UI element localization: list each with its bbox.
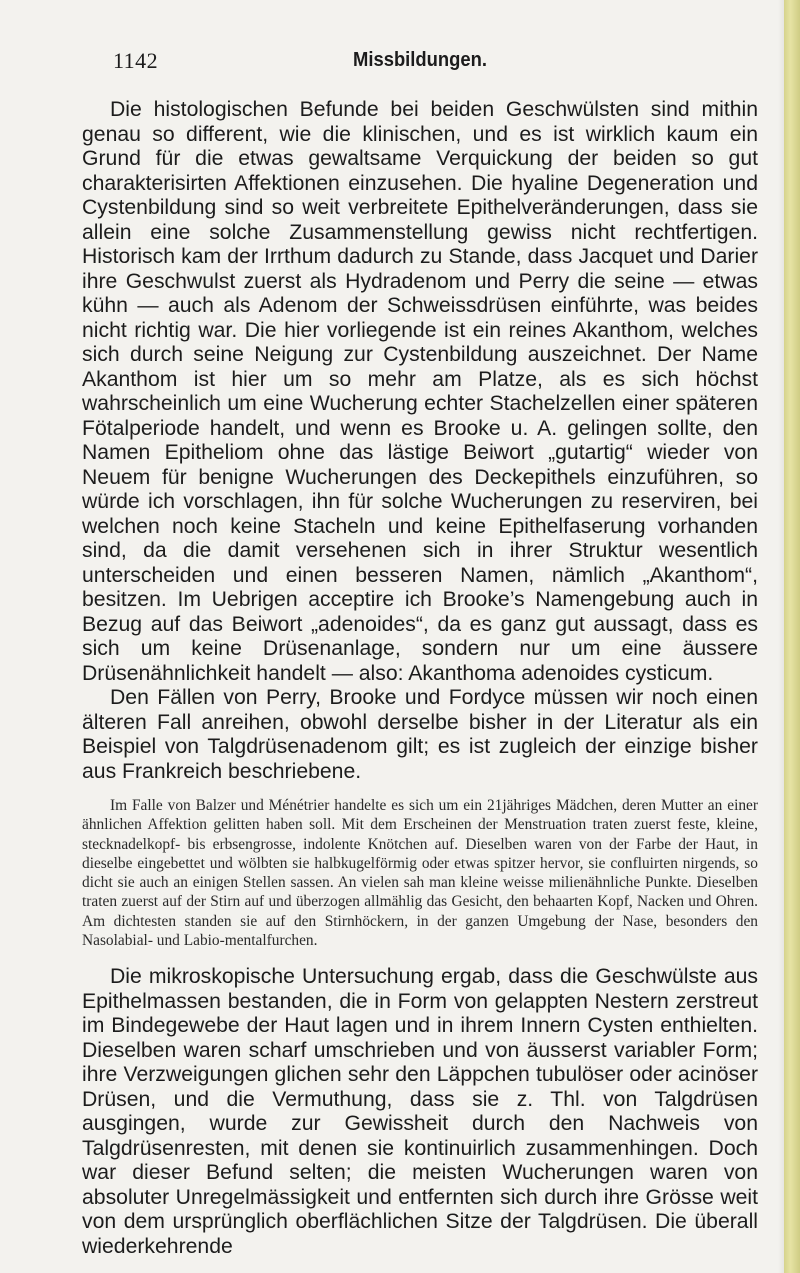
paragraph-microscopy: Die mikroskopische Untersuchung ergab, dass die Geschwülste aus Epithelmassen bestanden, die in Form von gelappten Nestern zerstreut im Bindegewebe der Haut lagen und in ihrem Innern Cysten enthielten. Dieselben waren scharf umschrieben und von äusserst variabler Form; ihre Verzweigungen glichen sehr den Läppchen tubulöser oder acinöser Drüsen, und die Vermuthung, dass sie z. Thl. von Talgdrüsen ausgingen, wurde zur Gewissheit durch den Nachweis von Talgdrüsenresten, mit denen sie kontinuirlich zusammenhingen. Doch war dieser Befund selten; die meisten Wucherungen waren von absoluter Unregelmässigkeit und entfernten sich durch ihre Grösse weit von dem ursprünglich oberflächlichen Sitze der Talgdrüsen. Die überall wiederkehrende bbox=[82, 965, 758, 1258]
running-title: Missbildungen. bbox=[353, 49, 487, 71]
paragraph-histology: Die histologischen Befunde bei beiden Geschwülsten sind mithin genau so different, wie die klinischen, und es ist wirklich kaum ein Grund für die etwas gewaltsame Verquickung der beiden so gut charakterisirten Affektionen einzusehen. Die hyaline Degeneration und Cystenbildung sind so weit verbreitete Epithelveränderungen, dass sie allein eine solche Zusammenstellung gewiss nicht rechtfertigen. Historisch kam der Irrthum dadurch zu Stande, dass Jacquet und Darier ihre Geschwulst zuerst als Hydradenom und Perry die seine — etwas kühn — auch als Adenom der Schweissdrüsen einführte, was beides nicht richtig war. Die hier vorliegende ist ein reines Akanthom, welches sich durch seine Neigung zur Cystenbildung auszeichnet. Der Name Akanthom ist hier um so mehr am Platze, als es sich höchst wahrscheinlich um eine Wucherung echter Stachelzellen einer späteren Fötalperiode handelt, und wenn es Brooke u. A. gelingen sollte, den Namen Epitheliom ohne das lästige Beiwort „gutartig“ wieder von Neuem für benigne Wucherungen des Deckepithels einzuführen, so würde ich vorschlagen, ihn für solche Wucherungen zu reserviren, bei welchen noch keine Stacheln und keine Epithelfaserung vorhanden sind, da die damit versehenen sich in ihrer Struktur wesentlich unterscheiden und einen besseren Namen, nämlich „Akanthom“, besitzen. Im Uebrigen acceptire ich Brooke’s Namengebung auch in Bezug auf das Beiwort „adenoides“, da es ganz gut aussagt, dass es sich um keine Drüsenanlage, sondern nur um eine äussere Drüsenähnlichkeit handelt — also: Akanthoma adenoides cysticum. bbox=[82, 98, 758, 685]
page-body bbox=[82, 98, 758, 1259]
page-header bbox=[80, 48, 760, 78]
paragraph-case-report: Im Falle von Balzer und Ménétrier handelte es sich um ein 21jähriges Mädchen, deren Mutter an einer ähnlichen Affektion gelitten haben soll. Mit dem Erscheinen der Menstruation traten zuerst feste, kleine, stecknadelkopf- bis erbsengrosse, indolente Knötchen auf. Dieselben waren von der Farbe der Haut, in dieselbe eingebettet und wölbten sie halbkugelförmig oder etwas spitzer hervor, sie confluirten nirgends, so dicht sie auch an einigen Stellen sassen. An vielen sah man kleine weisse milienähnliche Punkte. Dieselben traten zuerst auf der Stirn auf und überzogen allmählig das Gesicht, den behaarten Kopf, Nacken und Ohren. Am dichtesten standen sie auf den Stirnhöckern, in der ganzen Umgebung der Nase, besonders den Nasolabial- und Labio-mentalfurchen. bbox=[82, 797, 758, 950]
paragraph-cases: Den Fällen von Perry, Brooke und Fordyce müssen wir noch einen älteren Fall anreihen, obwohl derselbe bisher in der Literatur als ein Beispiel von Talgdrüsenadenom gilt; es ist zugleich der einzige bisher aus Frankreich beschriebene. bbox=[82, 686, 758, 783]
book-edge bbox=[784, 0, 800, 1273]
page-number: 1142 bbox=[113, 48, 159, 73]
